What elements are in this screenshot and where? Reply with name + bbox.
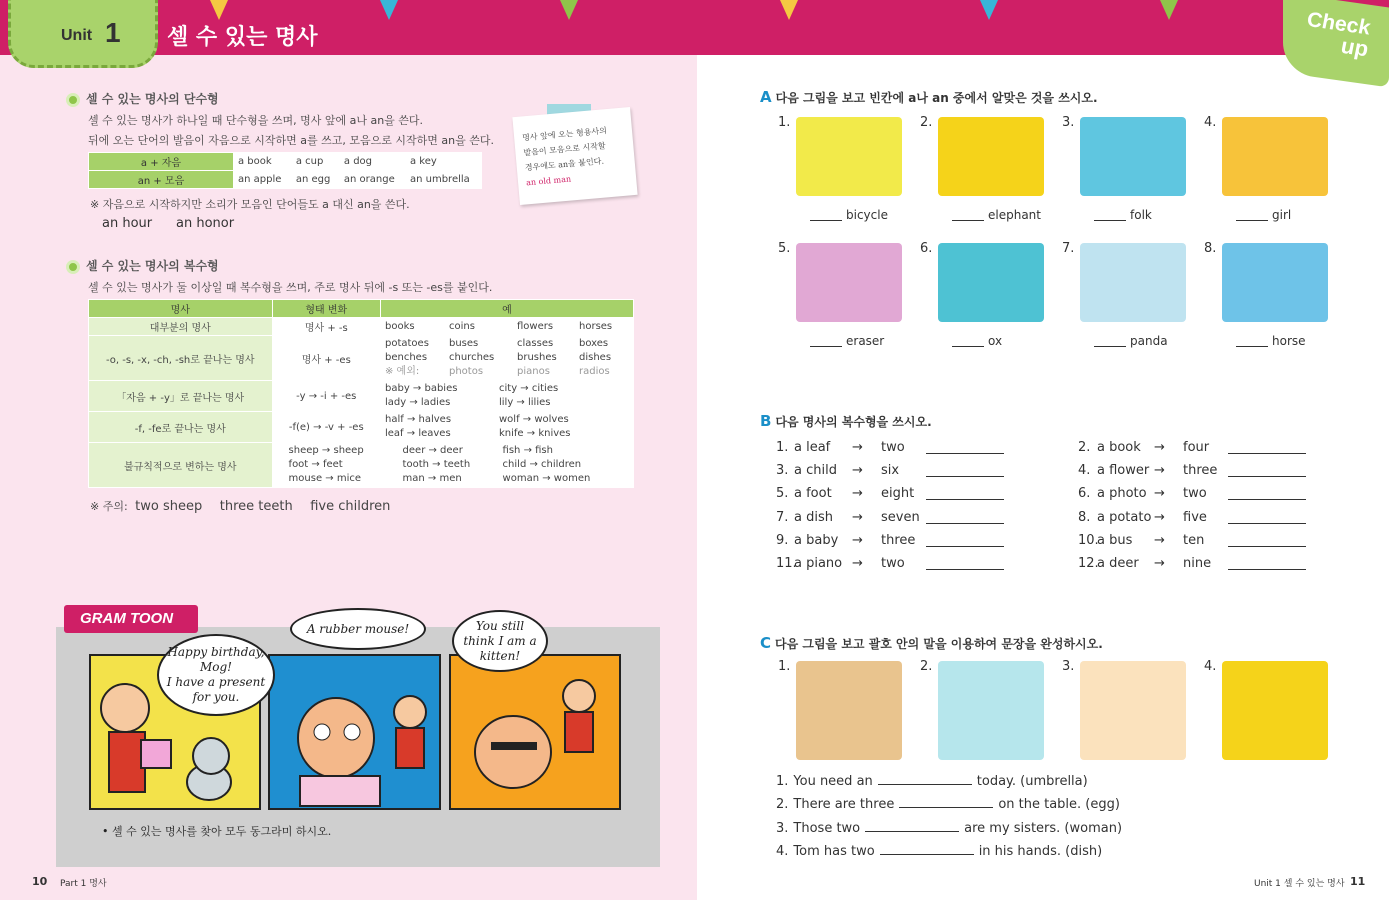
b-noun: a baby bbox=[794, 532, 839, 548]
b-number-word: six bbox=[881, 463, 900, 479]
page-number-left: 10 bbox=[32, 875, 48, 888]
comic-panel-3 bbox=[449, 654, 621, 810]
plural-col-header: 명사 bbox=[89, 300, 273, 318]
speech-bubble-3 bbox=[452, 610, 548, 672]
c-after: on the table. (egg) bbox=[998, 797, 1120, 813]
section-a-heading bbox=[760, 88, 1098, 106]
c-number: 3. bbox=[776, 820, 789, 836]
ex: brushes bbox=[517, 352, 557, 363]
b-item-number: 6. bbox=[1078, 486, 1091, 502]
answer-blank[interactable] bbox=[810, 220, 842, 221]
arrow-icon: → bbox=[1154, 486, 1165, 502]
bubble-line: for you. bbox=[192, 690, 240, 704]
arrow-icon: → bbox=[852, 532, 863, 548]
arrow-icon: → bbox=[1154, 556, 1165, 571]
speech-bubble-1 bbox=[157, 634, 275, 716]
plural-heading-text: 셀 수 있는 명사의 복수형 bbox=[86, 259, 219, 273]
b-item-number: 3. bbox=[776, 463, 789, 479]
answer-blank[interactable] bbox=[1236, 220, 1268, 221]
b-noun: a bus bbox=[1097, 532, 1133, 548]
picture-horse bbox=[1222, 243, 1328, 322]
ex: mouse → mice bbox=[288, 473, 362, 484]
singular-heading bbox=[66, 90, 219, 107]
b-number-word: seven bbox=[881, 509, 920, 525]
gram-toon-tag bbox=[64, 605, 198, 633]
answer-blank[interactable] bbox=[952, 346, 984, 347]
note-line: 발음이 모음으로 시작할 bbox=[523, 141, 606, 158]
section-letter: C bbox=[760, 634, 772, 652]
section-letter: A bbox=[760, 88, 772, 106]
b-number-word: three bbox=[881, 532, 916, 548]
article-item: an apple bbox=[234, 171, 292, 189]
ex: knife → knives bbox=[499, 428, 571, 439]
b-item-number: 12. bbox=[1078, 556, 1099, 571]
ex: deer → deer bbox=[402, 445, 463, 456]
plural-col-header: 형태 변화 bbox=[272, 300, 380, 318]
c-number: 4. bbox=[776, 843, 789, 859]
article-item: a key bbox=[405, 153, 481, 171]
plural-change: -f(e) → -v + -es bbox=[272, 412, 380, 443]
plural-examples bbox=[381, 318, 634, 336]
ex: leaf → leaves bbox=[385, 428, 451, 439]
arrow-icon: → bbox=[852, 486, 863, 502]
c-sentence bbox=[776, 820, 1122, 836]
plural-note-item: two sheep bbox=[135, 499, 203, 514]
unit-badge bbox=[8, 0, 158, 68]
c-item-number: 1. bbox=[778, 659, 791, 674]
gram-toon-label: GRAM TOON bbox=[80, 610, 174, 627]
bubble-line: kitten! bbox=[479, 648, 521, 663]
pennant-icon bbox=[560, 0, 578, 20]
bubble-line: think I am a bbox=[463, 633, 537, 648]
answer-blank[interactable] bbox=[926, 476, 1004, 477]
pennant-icon bbox=[1160, 0, 1178, 20]
b-number-word: three bbox=[1183, 463, 1218, 479]
arrow-icon: → bbox=[852, 440, 863, 455]
c-sentence bbox=[776, 796, 1120, 812]
picture-eraser bbox=[796, 243, 902, 322]
item-number: 5. bbox=[778, 241, 791, 256]
bubble-line: You still bbox=[475, 618, 525, 633]
speech-bubble-2: A rubber mouse! bbox=[290, 608, 426, 650]
ex: radios bbox=[579, 366, 610, 377]
answer-blank[interactable] bbox=[1094, 346, 1126, 347]
c-sentence bbox=[776, 843, 1102, 859]
answer-blank[interactable] bbox=[1236, 346, 1268, 347]
picture-ox bbox=[938, 243, 1044, 322]
item-number: 2. bbox=[920, 115, 933, 130]
checkup-text-2: up bbox=[1341, 32, 1368, 62]
ex: horses bbox=[579, 321, 613, 332]
ex: sheep → sheep bbox=[288, 445, 364, 456]
item-word: horse bbox=[1272, 334, 1306, 348]
comic-panel-2 bbox=[268, 654, 441, 810]
b-noun: a book bbox=[1097, 440, 1141, 455]
c-picture bbox=[1080, 661, 1186, 760]
unit-label: Unit bbox=[61, 27, 93, 44]
b-item-number: 1. bbox=[776, 440, 789, 455]
item-word: eraser bbox=[846, 334, 885, 348]
arrow-icon: → bbox=[1154, 532, 1165, 548]
ex: child → children bbox=[502, 459, 582, 470]
b-noun: a piano bbox=[794, 556, 843, 571]
answer-blank[interactable] bbox=[880, 843, 974, 855]
answer-blank[interactable] bbox=[878, 773, 972, 785]
c-picture bbox=[1222, 661, 1328, 760]
answer-blank[interactable] bbox=[926, 523, 1004, 524]
article-table bbox=[88, 152, 482, 189]
footer-unit: Unit 1 셀 수 있는 명사 bbox=[1254, 879, 1345, 889]
answer-blank[interactable] bbox=[1094, 220, 1126, 221]
ex: tooth → teeth bbox=[402, 459, 471, 470]
example-word: an hour bbox=[102, 216, 153, 231]
page-number-right: 11 bbox=[1350, 875, 1366, 888]
b-noun: a deer bbox=[1097, 556, 1139, 571]
panel-art bbox=[451, 656, 619, 808]
plural-noun: -f, -fe로 끝나는 명사 bbox=[89, 412, 273, 443]
article-item: a dog bbox=[339, 153, 405, 171]
ex: flowers bbox=[517, 321, 554, 332]
footer-part: Part 1 명사 bbox=[60, 879, 107, 889]
ex: buses bbox=[449, 338, 479, 349]
arrow-icon: → bbox=[1154, 463, 1165, 479]
plural-line1: 셀 수 있는 명사가 둘 이상일 때 복수형을 쓰며, 주로 명사 뒤에 -s 또는 -es를 붙인다. bbox=[88, 281, 493, 294]
ex: fish → fish bbox=[502, 445, 553, 456]
item-number: 7. bbox=[1062, 241, 1075, 256]
section-c-instruction: 다음 그림을 보고 괄호 안의 말을 이용하여 문장을 완성하시오. bbox=[775, 637, 1103, 651]
plural-examples bbox=[381, 336, 634, 381]
checkup-text-1: Check bbox=[1307, 7, 1371, 40]
item-word: ox bbox=[988, 334, 1003, 348]
ex: lady → ladies bbox=[385, 397, 451, 408]
ex: coins bbox=[449, 321, 475, 332]
answer-blank[interactable] bbox=[865, 820, 959, 832]
c-item-number: 4. bbox=[1204, 659, 1217, 674]
b-number-word: nine bbox=[1183, 556, 1212, 571]
picture-panda bbox=[1080, 243, 1186, 322]
article-item: an orange bbox=[339, 171, 405, 189]
answer-blank[interactable] bbox=[926, 453, 1004, 454]
plural-change: 명사 + -s bbox=[272, 318, 380, 336]
b-number-word: five bbox=[1183, 509, 1207, 525]
sticky-note bbox=[512, 107, 637, 205]
picture-folk bbox=[1080, 117, 1186, 196]
bubble-line: I have a present bbox=[166, 675, 266, 689]
c-number: 1. bbox=[776, 774, 789, 789]
bubble-line: Mog! bbox=[199, 660, 232, 674]
answer-blank[interactable] bbox=[926, 546, 1004, 547]
plural-noun: 불규칙적으로 변하는 명사 bbox=[89, 443, 273, 488]
bullet-icon bbox=[66, 260, 80, 274]
b-noun: a leaf bbox=[794, 440, 831, 455]
note-line: 명사 앞에 오는 형용사의 bbox=[521, 126, 608, 143]
plural-noun: 대부분의 명사 bbox=[89, 318, 273, 336]
b-item-number: 5. bbox=[776, 486, 789, 502]
ex: woman → women bbox=[502, 473, 591, 484]
bullet-icon bbox=[66, 93, 80, 107]
c-after: in his hands. (dish) bbox=[978, 843, 1103, 859]
c-before: Tom has two bbox=[793, 843, 875, 859]
ex: man → men bbox=[402, 473, 462, 484]
c-before: There are three bbox=[793, 797, 895, 813]
c-before: You need an bbox=[793, 774, 873, 789]
b-number-word: four bbox=[1183, 440, 1210, 455]
ex: baby → babies bbox=[385, 383, 458, 394]
item-word: girl bbox=[1272, 208, 1292, 222]
answer-blank[interactable] bbox=[926, 569, 1004, 570]
picture-bicycle bbox=[796, 117, 902, 196]
item-number: 3. bbox=[1062, 115, 1075, 130]
unit-number: 1 bbox=[105, 17, 121, 48]
plural-noun: -o, -s, -x, -ch, -sh로 끝나는 명사 bbox=[89, 336, 273, 381]
singular-heading-text: 셀 수 있는 명사의 단수형 bbox=[86, 92, 219, 106]
b-noun: a child bbox=[794, 463, 837, 479]
c-before: Those two bbox=[793, 820, 861, 836]
picture-elephant bbox=[938, 117, 1044, 196]
arrow-icon: → bbox=[1154, 440, 1165, 455]
ex: books bbox=[385, 321, 415, 332]
article-item: a cup bbox=[291, 153, 339, 171]
singular-line2: 뒤에 오는 단어의 발음이 자음으로 시작하면 a를 쓰고, 모음으로 시작하면 an을 쓴다. bbox=[88, 134, 494, 147]
pennant-icon bbox=[380, 0, 398, 20]
b-noun: a foot bbox=[794, 486, 832, 502]
answer-blank[interactable] bbox=[926, 499, 1004, 500]
singular-note: ※ 자음으로 시작하지만 소리가 모음인 단어들도 a 대신 an을 쓴다. bbox=[90, 198, 410, 211]
article-item: an umbrella bbox=[405, 171, 481, 189]
plural-change: 명사 + -es bbox=[272, 336, 380, 381]
ex: dishes bbox=[579, 352, 612, 363]
plural-table bbox=[88, 299, 634, 488]
ex: photos bbox=[449, 366, 484, 377]
page-title: 셀 수 있는 명사 bbox=[167, 25, 318, 50]
c-after: today. (umbrella) bbox=[976, 774, 1088, 789]
item-word: elephant bbox=[988, 208, 1041, 222]
item-number: 1. bbox=[778, 115, 791, 130]
plural-note bbox=[90, 498, 390, 514]
picture-girl bbox=[1222, 117, 1328, 196]
b-item-number: 7. bbox=[776, 509, 789, 525]
singular-line1: 셀 수 있는 명사가 하나일 때 단수형을 쓰며, 명사 앞에 a나 an을 쓴다. bbox=[88, 114, 424, 127]
c-number: 2. bbox=[776, 797, 789, 813]
b-noun: a photo bbox=[1097, 486, 1147, 502]
b-item-number: 10. bbox=[1078, 532, 1099, 548]
b-item-number: 8. bbox=[1078, 509, 1091, 525]
c-item-number: 3. bbox=[1062, 659, 1075, 674]
comic-caption: • 셀 수 있는 명사를 찾아 모두 동그라미 하시오. bbox=[102, 825, 332, 838]
ex: city → cities bbox=[499, 383, 559, 394]
ex: boxes bbox=[579, 338, 609, 349]
plural-examples bbox=[272, 443, 633, 488]
plural-noun: 「자음 + -y」로 끝나는 명사 bbox=[89, 381, 273, 412]
answer-blank[interactable] bbox=[1228, 453, 1306, 454]
answer-blank[interactable] bbox=[952, 220, 984, 221]
answer-blank[interactable] bbox=[1228, 499, 1306, 500]
section-letter: B bbox=[760, 412, 772, 430]
ex: ※ 예외: bbox=[385, 366, 420, 377]
pennant-icon bbox=[210, 0, 228, 20]
c-picture bbox=[938, 661, 1044, 760]
pennant-icon bbox=[980, 0, 998, 20]
item-word: folk bbox=[1130, 208, 1152, 222]
item-number: 6. bbox=[920, 241, 933, 256]
answer-blank[interactable] bbox=[1228, 523, 1306, 524]
section-c-heading bbox=[760, 634, 1103, 652]
b-number-word: two bbox=[881, 440, 905, 455]
plural-heading bbox=[66, 257, 219, 274]
ex: foot → feet bbox=[288, 459, 343, 470]
item-number: 4. bbox=[1204, 115, 1217, 130]
answer-blank[interactable] bbox=[899, 796, 993, 808]
answer-blank[interactable] bbox=[1228, 476, 1306, 477]
answer-blank[interactable] bbox=[1228, 569, 1306, 570]
plural-note-label: ※ 주의: bbox=[90, 500, 128, 513]
section-b-instruction: 다음 명사의 복수형을 쓰시오. bbox=[775, 415, 932, 429]
plural-examples bbox=[381, 381, 634, 412]
ex: churches bbox=[449, 352, 495, 363]
article-label: a + 자음 bbox=[89, 153, 234, 171]
arrow-icon: → bbox=[852, 556, 863, 571]
b-noun: a dish bbox=[794, 509, 833, 525]
ex: classes bbox=[517, 338, 554, 349]
b-item-number: 4. bbox=[1078, 463, 1091, 479]
ex: lily → lilies bbox=[499, 397, 551, 408]
example-word: an honor bbox=[176, 216, 235, 231]
note-example: an old man bbox=[525, 174, 572, 188]
c-sentence bbox=[776, 773, 1088, 789]
b-item-number: 11. bbox=[776, 556, 797, 571]
plural-change: -y → -i + -es bbox=[272, 381, 380, 412]
article-label: an + 모음 bbox=[89, 171, 234, 189]
b-noun: a flower bbox=[1097, 463, 1150, 479]
arrow-icon: → bbox=[852, 509, 863, 525]
ex: potatoes bbox=[385, 338, 429, 349]
arrow-icon: → bbox=[1154, 509, 1165, 525]
c-after: are my sisters. (woman) bbox=[964, 820, 1123, 836]
c-item-number: 2. bbox=[920, 659, 933, 674]
answer-blank[interactable] bbox=[810, 346, 842, 347]
b-item-number: 9. bbox=[776, 532, 789, 548]
article-item: an egg bbox=[291, 171, 339, 189]
arrow-icon: → bbox=[852, 463, 863, 479]
panel-art bbox=[270, 656, 439, 808]
b-number-word: two bbox=[881, 556, 905, 571]
c-picture bbox=[796, 661, 902, 760]
item-word: bicycle bbox=[846, 208, 888, 222]
b-number-word: two bbox=[1183, 486, 1207, 502]
article-item: a book bbox=[234, 153, 292, 171]
section-b-heading bbox=[760, 412, 932, 430]
ex: wolf → wolves bbox=[499, 414, 569, 425]
plural-note-item: five children bbox=[310, 499, 391, 514]
item-number: 8. bbox=[1204, 241, 1217, 256]
plural-note-item: three teeth bbox=[219, 499, 293, 514]
b-number-word: eight bbox=[881, 486, 915, 502]
ex: pianos bbox=[517, 366, 550, 377]
pennant-icon bbox=[780, 0, 798, 20]
plural-col-header: 예 bbox=[381, 300, 634, 318]
note-line: 경우에도 an을 붙인다. bbox=[524, 156, 605, 173]
section-a-instruction: 다음 그림을 보고 빈칸에 a나 an 중에서 알맞은 것을 쓰시오. bbox=[775, 91, 1098, 105]
b-number-word: ten bbox=[1183, 532, 1205, 548]
b-item-number: 2. bbox=[1078, 440, 1091, 455]
bubble-line: Happy birthday, bbox=[167, 645, 265, 659]
ex: benches bbox=[385, 352, 428, 363]
b-noun: a potato bbox=[1097, 509, 1152, 525]
plural-examples bbox=[381, 412, 634, 443]
ex: half → halves bbox=[385, 414, 452, 425]
answer-blank[interactable] bbox=[1228, 546, 1306, 547]
item-word: panda bbox=[1130, 334, 1168, 348]
